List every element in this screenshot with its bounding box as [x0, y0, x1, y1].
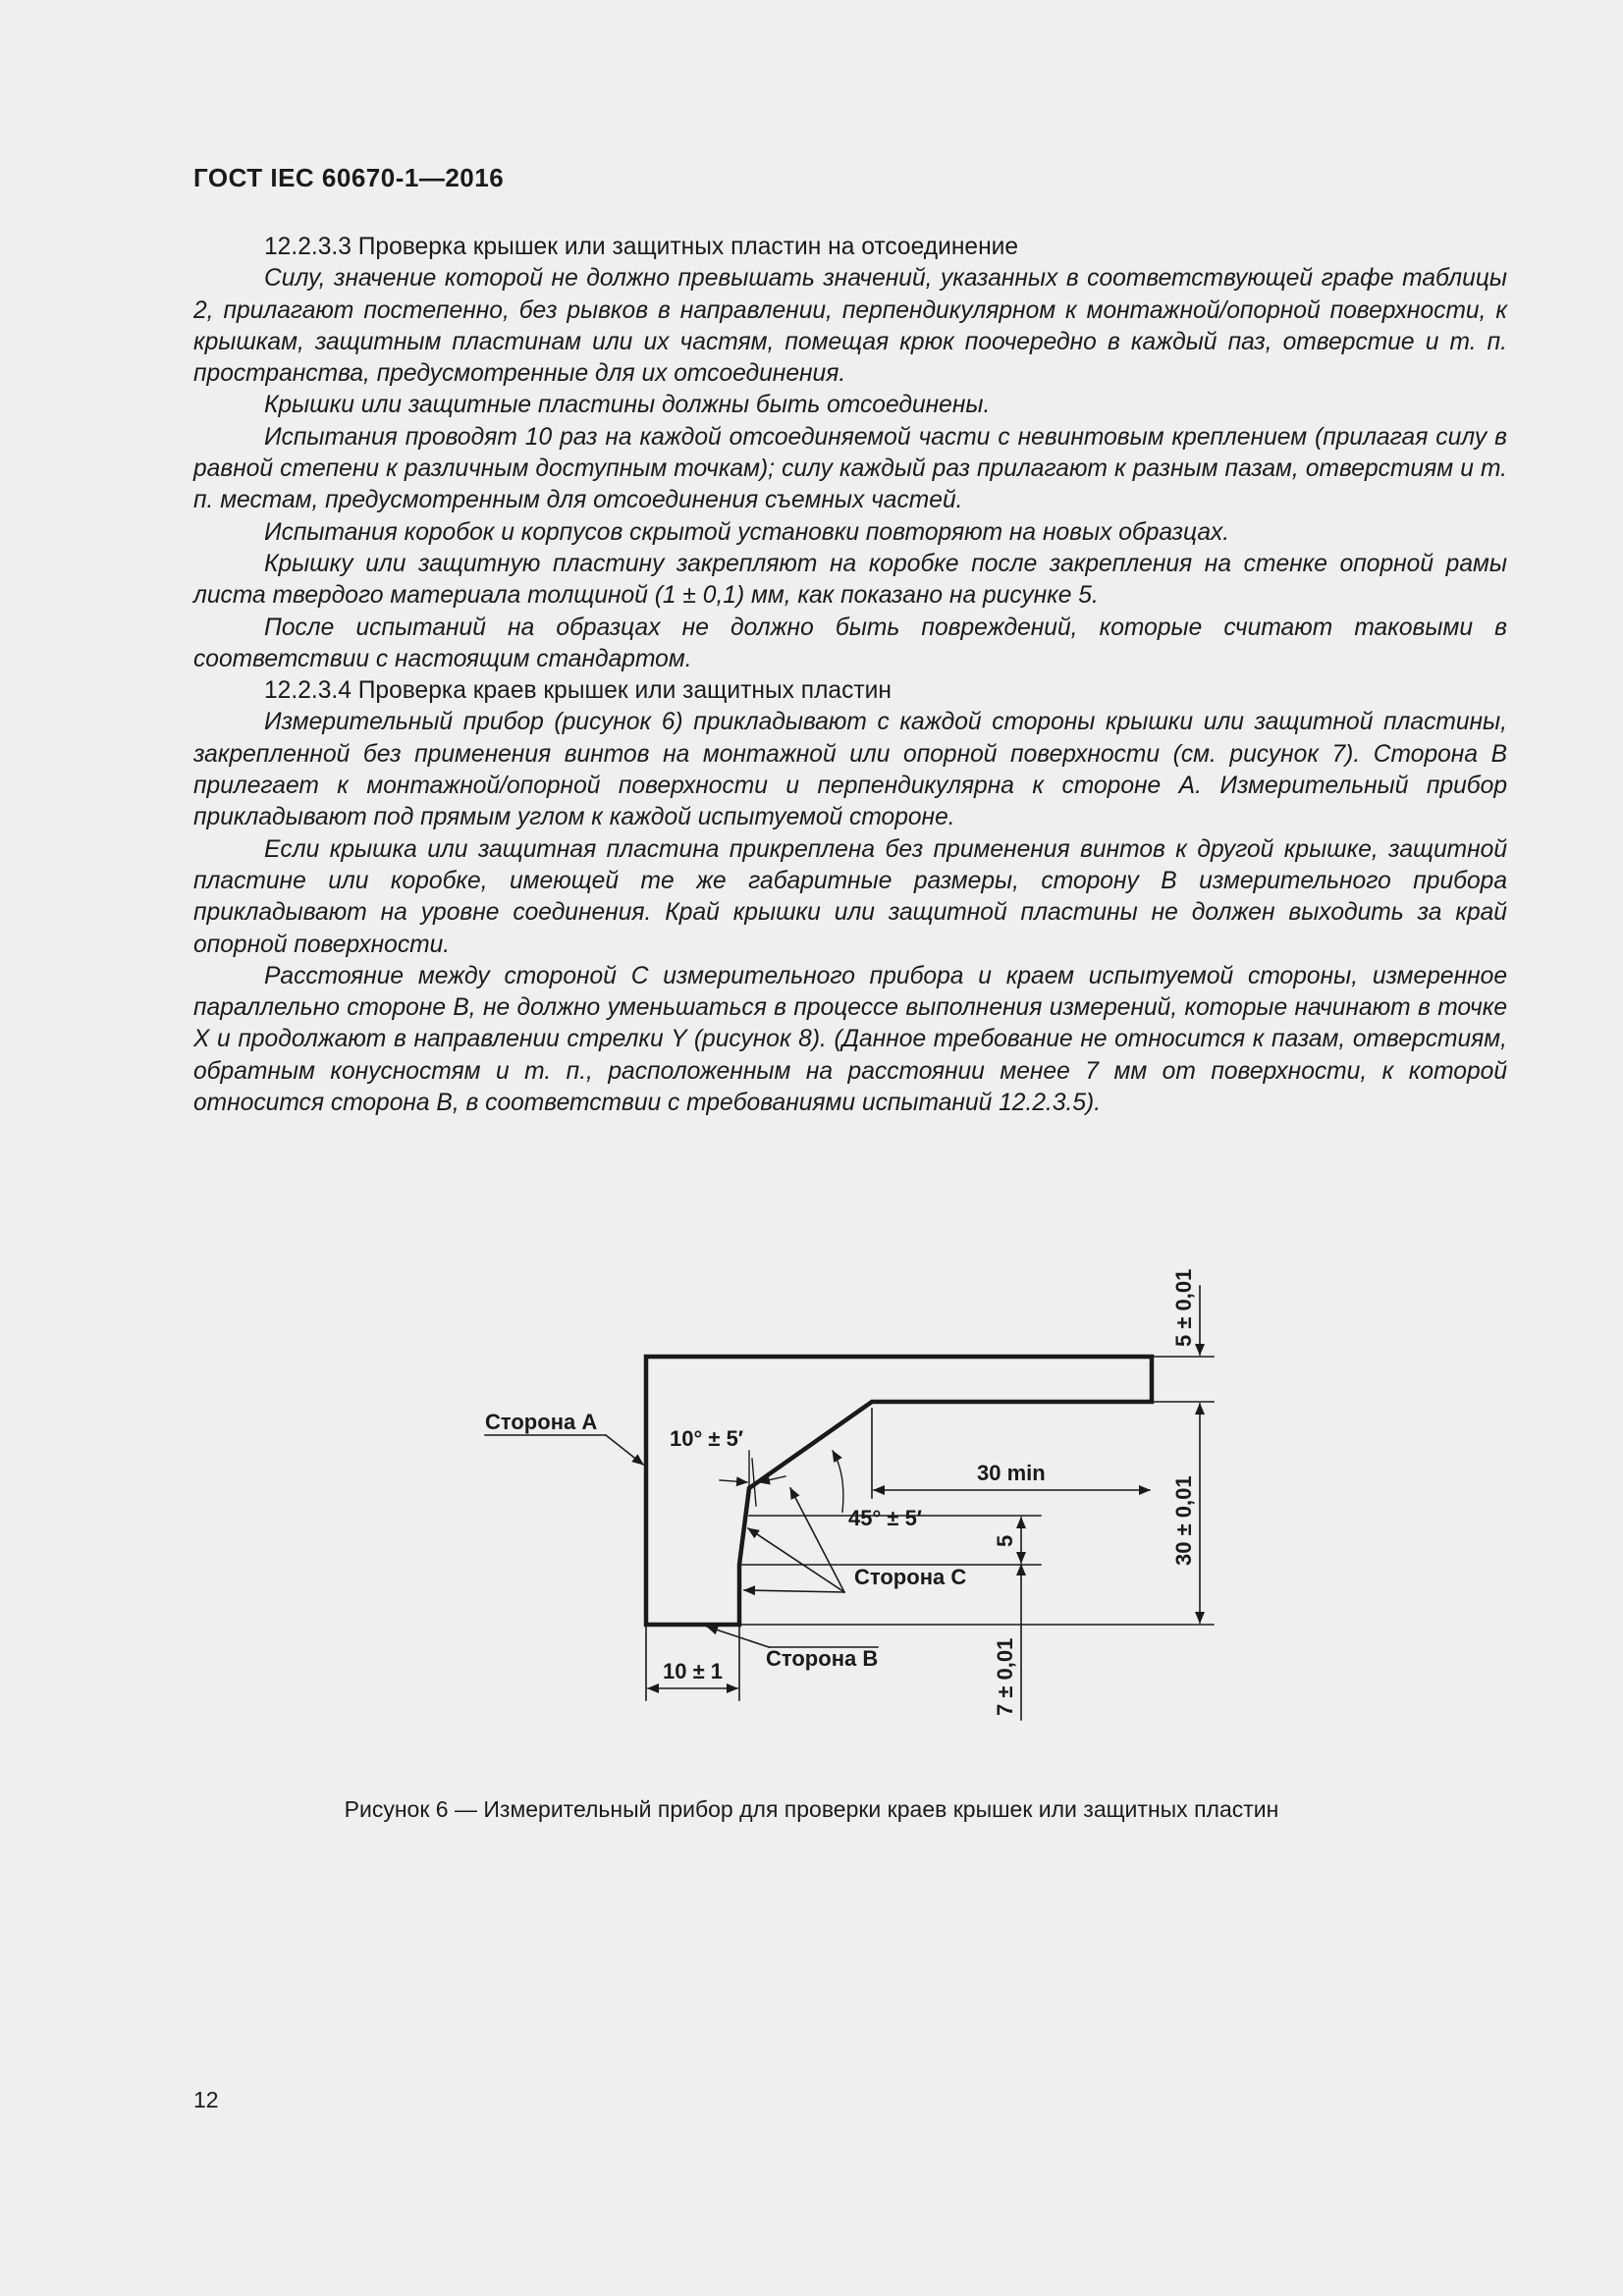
- leader-side-b-arrow: [707, 1627, 769, 1647]
- page-header: ГОСТ IEC 60670-1—2016: [193, 163, 505, 192]
- body-text: [193, 232, 1507, 1119]
- paragraph: Если крышка или защитная пластина прикреплена без применения винтов к другой крышке, защитной пластине или коробке, имеющей те же габаритные размеры, сторону В измерительного прибора прикладывают на уровне соединения. Край крышки или защитной пластины не должен выходить за край опорной поверхности.: [193, 835, 1507, 958]
- label-side-b: Сторона В: [766, 1646, 879, 1671]
- paragraph: Крышки или защитные пластины должны быть отсоединены.: [264, 392, 991, 419]
- label-dim-30: 30 ± 0,01: [1171, 1475, 1196, 1566]
- label-angle-10: 10° ± 5′: [670, 1426, 744, 1451]
- angle-10-arrow-1: [720, 1480, 747, 1482]
- paragraph: Расстояние между стороной С измерительного прибора и краем испытуемой стороны, измеренное параллельно стороне В, не должно уменьшаться в процессе выполнения измерений, которые начинают в точке X и продолжают в направлении стрелки Y (рисунок 8). (Данное требование не относится к пазам, отверстиям, обратным конусностям и т. п., расположенным на расстоянии менее 7 мм от поверхности, к которой относится сторона В, в соответствии с требованиями испытаний 12.2.3.5).: [193, 962, 1507, 1117]
- label-30min: 30 min: [977, 1461, 1046, 1485]
- label-dim-5-top: 5 ± 0,01: [1171, 1268, 1196, 1347]
- figure-caption: Рисунок 6 — Измерительный прибор для проверки краев крышек или защитных пластин: [344, 1796, 1279, 1822]
- leader-side-c-3: [744, 1590, 844, 1592]
- paragraph: Измерительный прибор (рисунок 6) прикладывают с каждой стороны крышки или защитной пластины, закрепленной без применения винтов на монтажной или опорной поверхности (см. рисунок 7). Сторона В прилегает к монтажной/опорной поверхности и перпендикулярна к стороне А. Измерительный прибор прикладывают под прямым углом к каждой испытуемой стороне.: [193, 709, 1507, 831]
- label-dim-5: 5: [993, 1534, 1017, 1547]
- label-side-c: Сторона С: [854, 1565, 967, 1589]
- leader-side-a-arrow: [606, 1435, 643, 1465]
- leader-side-c-1: [790, 1488, 844, 1592]
- label-side-a: Сторона А: [485, 1410, 598, 1434]
- paragraph: Крышку или защитную пластину закрепляют на коробке после закрепления на стенке опорной рамы листа твердого материала толщиной (1 ± 0,1) мм, как показано на рисунке 5.: [193, 550, 1507, 610]
- label-angle-45: 45° ± 5′: [848, 1506, 923, 1530]
- leader-side-c-2: [748, 1528, 844, 1592]
- paragraph: 12.2.3.4 Проверка краев крышек или защитных пластин: [264, 677, 892, 705]
- paragraph: Силу, значение которой не должно превышать значений, указанных в соответствующей графе таблицы 2, прилагают постепенно, без рывков в направлении, перпендикулярном к монтажной/опорной поверхности, к крышкам, защитным пластинам или их частям, помещая крюк поочередно в каждый паз, отверстие и т. п. пространства, предусмотренные для их отсоединения.: [193, 265, 1507, 388]
- paragraph: Испытания проводят 10 раз на каждой отсоединяемой части с невинтовым креплением (прилагая силу в равной степени к различным доступным точкам); силу каждый раз прилагают к разным пазам, отверстиям и т. п. местам, предусмотренным для отсоединения съемных частей.: [193, 423, 1507, 514]
- measuring-gauge-diagram: [0, 1217, 1623, 1728]
- page-number: 12: [193, 2087, 219, 2112]
- angle-45-arc: [833, 1451, 843, 1512]
- paragraph: После испытаний на образцах не должно быть повреждений, которые считают таковыми в соответствии с настоящим стандартом.: [193, 614, 1507, 672]
- figure-6: [0, 1217, 1623, 1728]
- paragraph: Испытания коробок и корпусов скрытой установки повторяют на новых образцах.: [264, 518, 1230, 546]
- paragraph: 12.2.3.3 Проверка крышек или защитных пластин на отсоединение: [264, 234, 1019, 260]
- label-dim-10: 10 ± 1: [663, 1659, 724, 1683]
- label-dim-7: 7 ± 0,01: [993, 1637, 1017, 1716]
